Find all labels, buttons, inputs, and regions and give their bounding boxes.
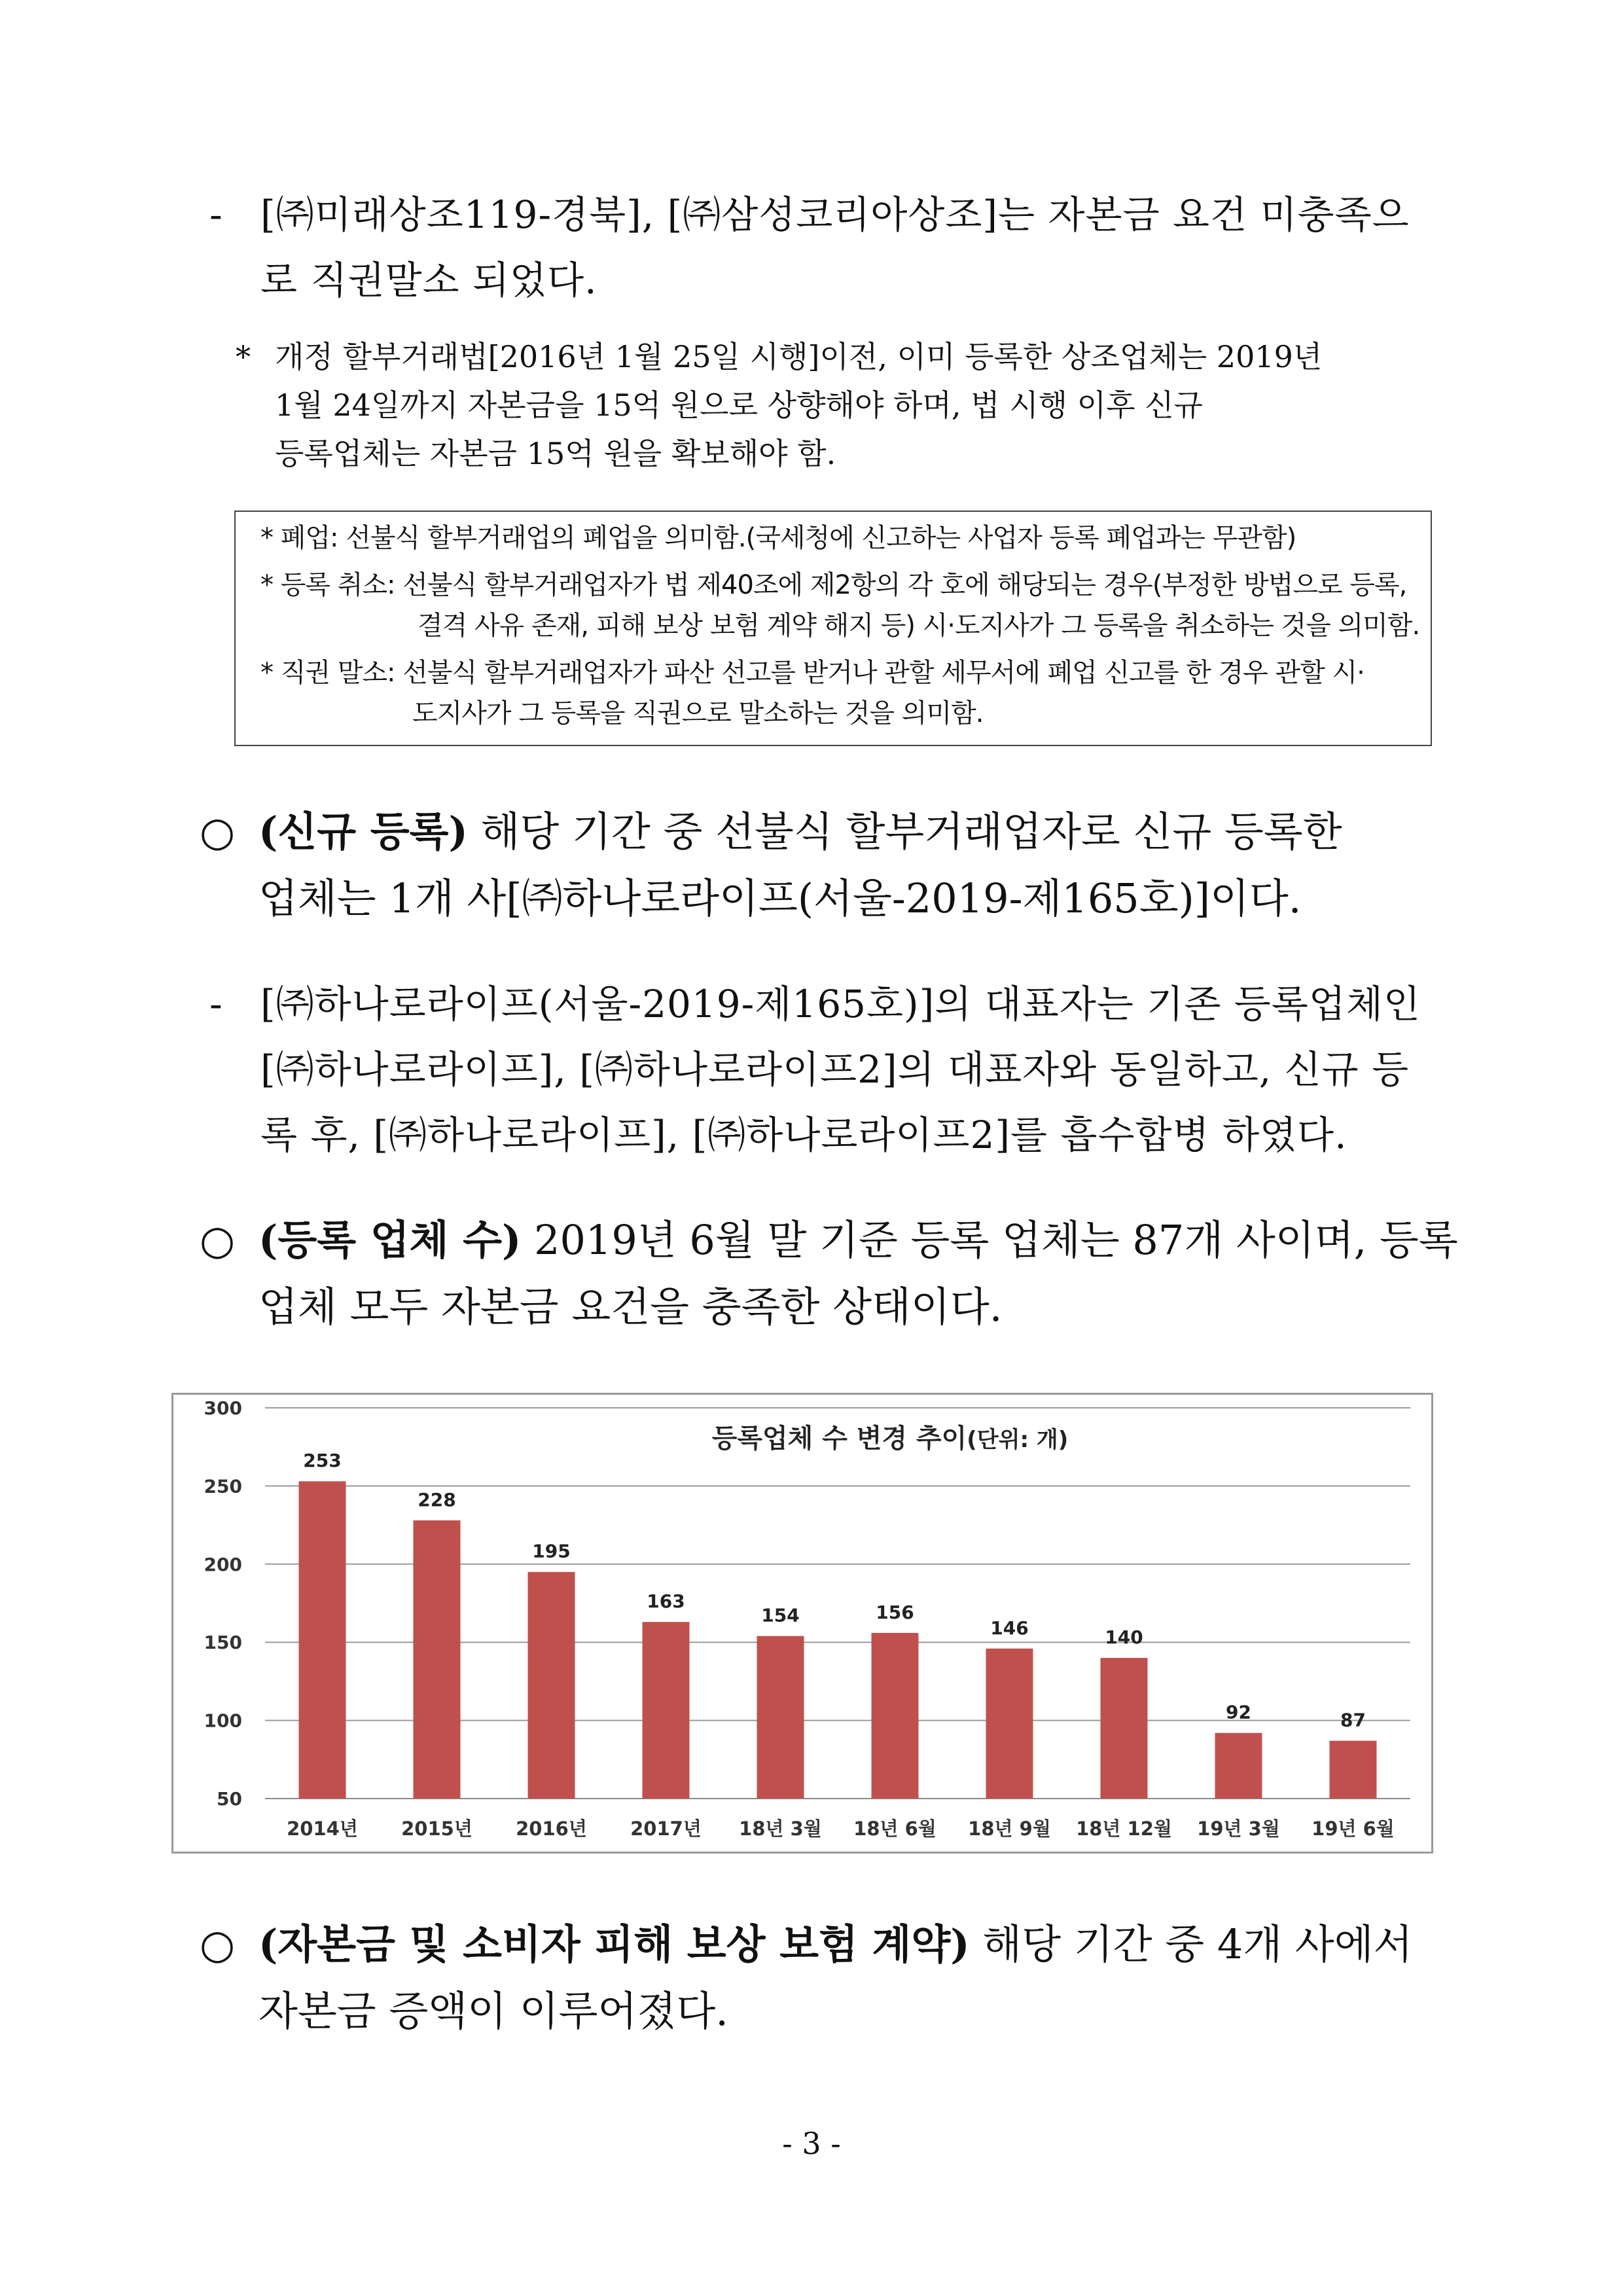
circle-marker: ○ bbox=[200, 1920, 236, 1968]
chart-bar bbox=[872, 1633, 919, 1799]
chart-bar bbox=[1215, 1733, 1262, 1799]
chart-bar bbox=[757, 1636, 804, 1799]
paragraph-line: 2019년 6월 말 기준 등록 업체는 87개 사이며, 등록 bbox=[521, 1216, 1458, 1264]
registered-companies-chart bbox=[171, 1393, 1433, 1854]
x-tick-label: 18년 9월 bbox=[968, 1818, 1051, 1840]
x-tick-label: 2014년 bbox=[287, 1818, 358, 1840]
bar-data-label: 195 bbox=[532, 1540, 571, 1562]
bar-data-label: 87 bbox=[1340, 1709, 1366, 1731]
paragraph-line: 해당 기간 중 선불식 할부거래업자로 신규 등록한 bbox=[467, 808, 1342, 855]
chart-title: 등록업체 수 변경 추이(단위: 개) bbox=[711, 1424, 1069, 1454]
paragraph-line: 업체 모두 자본금 요건을 충족한 상태이다. bbox=[259, 1283, 1003, 1331]
paragraph-heading: (신규 등록) bbox=[259, 808, 468, 855]
x-tick-label: 2015년 bbox=[401, 1818, 473, 1840]
x-tick-label: 2017년 bbox=[630, 1818, 702, 1840]
y-tick-label: 150 bbox=[204, 1632, 242, 1654]
chart-bar bbox=[1101, 1658, 1148, 1799]
paragraph-line: [㈜하나로라이프(서울-2019-제165호)]의 대표자는 기존 등록업체인 bbox=[260, 982, 1421, 1026]
asterisk-marker: * bbox=[236, 339, 251, 374]
definition-cancellation-cont: 결격 사유 존재, 피해 보상 보험 계약 해지 등) 시·도지사가 그 등록을 취소하는 것을 의미함. bbox=[418, 611, 1420, 641]
chart-bar bbox=[528, 1572, 575, 1799]
paragraph-line: 로 직권말소 되었다. bbox=[260, 258, 597, 302]
x-tick-label: 18년 12월 bbox=[1076, 1818, 1172, 1840]
x-tick-label: 18년 6월 bbox=[853, 1818, 936, 1840]
paragraph-line: [㈜미래상조119-경북], [㈜삼성코리아상조]는 자본금 요건 미충족으 bbox=[260, 192, 1410, 237]
paragraph-heading: (자본금 및 소비자 피해 보상 보험 계약) bbox=[259, 1920, 970, 1968]
footnote-capital bbox=[236, 332, 1466, 478]
note-line: 개정 할부거래법[2016년 1월 25일 시행]이전, 이미 등록한 상조업체는 2019년 bbox=[275, 339, 1323, 374]
bar-data-label: 154 bbox=[761, 1604, 800, 1626]
paragraph-line: 업체는 1개 사[㈜하나로라이프(서울-2019-제165호)]이다. bbox=[259, 874, 1302, 922]
definition-revocation-cont: 도지사가 그 등록을 직권으로 말소하는 것을 의미함. bbox=[412, 698, 984, 728]
circle-marker: ○ bbox=[200, 808, 236, 855]
bar-chart-svg bbox=[173, 1395, 1431, 1852]
bar-data-label: 228 bbox=[418, 1488, 456, 1511]
y-tick-label: 50 bbox=[217, 1788, 242, 1810]
dash-marker: - bbox=[209, 982, 223, 1026]
note-line: 등록업체는 자본금 15억 원을 확보해야 함. bbox=[275, 436, 836, 471]
x-tick-label: 18년 3월 bbox=[739, 1818, 822, 1840]
x-tick-label: 2016년 bbox=[516, 1818, 587, 1840]
definition-closure: * 폐업: 선불식 할부거래업의 폐업을 의미함.(국세청에 신고하는 사업자 등록 폐업과는 무관함) bbox=[260, 523, 1296, 553]
chart-bar bbox=[414, 1520, 461, 1799]
bar-data-label: 253 bbox=[303, 1450, 342, 1472]
definitions-box bbox=[234, 511, 1432, 746]
dash-marker: - bbox=[209, 192, 223, 237]
bar-data-label: 140 bbox=[1105, 1626, 1143, 1649]
definition-revocation: * 직권 말소: 선불식 할부거래업자가 파산 선고를 받거나 관할 세무서에 폐업 신고를 한 경우 관할 시· bbox=[260, 658, 1364, 688]
bar-data-label: 92 bbox=[1226, 1701, 1251, 1723]
y-tick-label: 300 bbox=[204, 1397, 242, 1419]
paragraph-heading: (등록 업체 수) bbox=[259, 1216, 522, 1264]
y-tick-label: 100 bbox=[204, 1710, 242, 1732]
x-tick-label: 19년 6월 bbox=[1311, 1818, 1395, 1840]
note-line: 1월 24일까지 자본금을 15억 원으로 상향해야 하며, 법 시행 이후 신규 bbox=[275, 387, 1204, 423]
paragraph-line: [㈜하나로라이프], [㈜하나로라이프2]의 대표자와 동일하고, 신규 등 bbox=[260, 1047, 1410, 1092]
paragraph-line: 해당 기간 중 4개 사에서 bbox=[969, 1920, 1413, 1968]
y-tick-label: 200 bbox=[204, 1553, 242, 1575]
chart-bar bbox=[299, 1481, 346, 1799]
chart-bar bbox=[986, 1649, 1033, 1799]
chart-bar bbox=[643, 1622, 690, 1799]
page-number: - 3 - bbox=[782, 2126, 841, 2161]
bar-data-label: 156 bbox=[876, 1601, 914, 1623]
chart-bar bbox=[1330, 1741, 1377, 1799]
circle-marker: ○ bbox=[200, 1216, 236, 1264]
definition-cancellation: * 등록 취소: 선불식 할부거래업자가 법 제40조에 제2항의 각 호에 해당되는 경우(부정한 방법으로 등록, bbox=[260, 570, 1407, 600]
paragraph-line: 자본금 증액이 이루어졌다. bbox=[259, 1987, 728, 2035]
x-tick-label: 19년 3월 bbox=[1197, 1818, 1280, 1840]
bar-data-label: 146 bbox=[990, 1617, 1029, 1639]
bar-data-label: 163 bbox=[647, 1590, 685, 1613]
paragraph-line: 록 후, [㈜하나로라이프], [㈜하나로라이프2]를 흡수합병 하였다. bbox=[260, 1113, 1347, 1157]
y-tick-label: 250 bbox=[204, 1475, 242, 1498]
